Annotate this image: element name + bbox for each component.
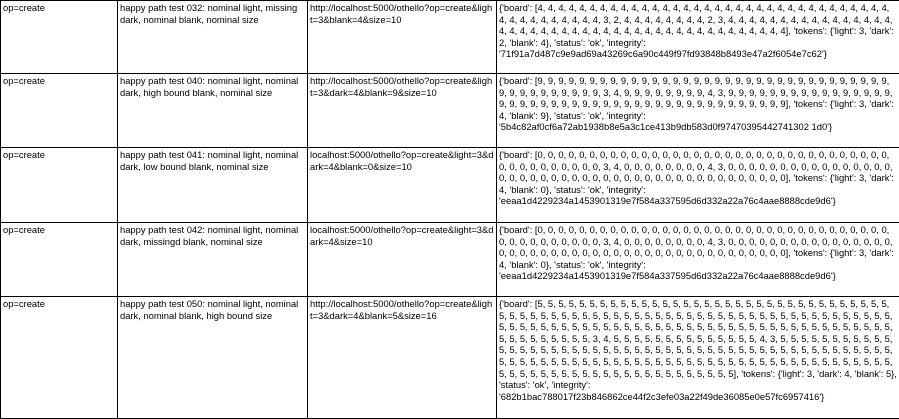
url-cell: localhost:5000/othello?op=create&light=3&dark=4&size=10 xyxy=(308,223,497,297)
url-cell: http://localhost:5000/othello?op=create&light=3&dark=4&blank=9&size=10 xyxy=(308,74,497,148)
op-cell: op=create xyxy=(1,148,118,223)
description-cell: happy path test 050: nominal light, nominal dark, nominal blank, high bound size xyxy=(118,297,308,419)
table-row xyxy=(1,1,899,74)
description-cell: happy path test 041: nominal light, nominal dark, low bound blank, nominal size xyxy=(118,148,308,223)
result-cell: {'board': [0, 0, 0, 0, 0, 0, 0, 0, 0, 0, 0, 0, 0, 0, 0, 0, 0, 0, 0, 0, 0, 0, 0, 0, 0, 0, 0, 0, 0, 0, 0, 0, 0, 0, 0, 0, 0, 0, 0, 0, 0, 0, 0, 0, 3, 4, 0, 0, 0, 0, 0, 0, 0, 0, 4, 3, 0, 0, 0, 0, 0, 0, 0, 0, 0, 0, 0, 0, 0, 0, 0, 0, 0, 0, 0, 0, 0, 0, 0, 0, 0, 0, 0, 0, 0, 0, 0, 0, 0, 0, 0, 0, 0, 0, 0, 0, 0, 0, 0, 0], 'tokens': {'light': 3, 'dark': 4, 'blank': 0}, 'status': 'ok', 'integrity': 'eeaa1d4229234a1453901319e7f584a337595d6d332a22a76c4aae8888cde9d6'} xyxy=(497,223,899,297)
result-cell: {'board': [9, 9, 9, 9, 9, 9, 9, 9, 9, 9, 9, 9, 9, 9, 9, 9, 9, 9, 9, 9, 9, 9, 9, 9, 9, 9, 9, 9, 9, 9, 9, 9, 9, 9, 9, 9, 9, 9, 9, 9, 9, 9, 9, 9, 3, 4, 9, 9, 9, 9, 9, 9, 9, 9, 4, 3, 9, 9, 9, 9, 9, 9, 9, 9, 9, 9, 9, 9, 9, 9, 9, 9, 9, 9, 9, 9, 9, 9, 9, 9, 9, 9, 9, 9, 9, 9, 9, 9, 9, 9, 9, 9, 9, 9, 9, 9, 9, 9, 9, 9], 'tokens': {'light': 3, 'dark': 4, 'blank': 9}, 'status': 'ok', 'integrity': '5b4c82af0cf6a72ab1938b8e5a3c1ce413b9db583d0f97470395442741302 1d0'} xyxy=(497,74,899,148)
result-cell: {'board': [5, 5, 5, 5, 5, 5, 5, 5, 5, 5, 5, 5, 5, 5, 5, 5, 5, 5, 5, 5, 5, 5, 5, 5, 5, 5, 5, 5, 5, 5, 5, 5, 5, 5, 5, 5, 5, 5, 5, 5, 5, 5, 5, 5, 5, 5, 5, 5, 5, 5, 5, 5, 5, 5, 5, 5, 5, 5, 5, 5, 5, 5, 5, 5, 5, 5, 5, 5, 5, 5, 5, 5, 5, 5, 5, 5, 5, 5, 5, 5, 5, 5, 5, 5, 5, 5, 5, 5, 5, 5, 5, 5, 5, 5, 5, 5, 5, 5, 5, 5, 5, 5, 5, 5, 5, 5, 5, 5, 5, 5, 5, 5, 5, 5, 5, 5, 5, 5, 5, 3, 4, 5, 5, 5, 5, 5, 5, 5, 5, 5, 5, 5, 5, 5, 5, 4, 3, 5, 5, 5, 5, 5, 5, 5, 5, 5, 5, 5, 5, 5, 5, 5, 5, 5, 5, 5, 5, 5, 5, 5, 5, 5, 5, 5, 5, 5, 5, 5, 5, 5, 5, 5, 5, 5, 5, 5, 5, 5, 5, 5, 5, 5, 5, 5, 5, 5, 5, 5, 5, 5, 5, 5, 5, 5, 5, 5, 5, 5, 5, 5, 5, 5, 5, 5, 5, 5, 5, 5, 5, 5, 5, 5, 5, 5, 5, 5, 5, 5, 5, 5, 5, 5, 5, 5, 5, 5, 5, 5, 5, 5, 5, 5, 5, 5, 5, 5, 5, 5, 5, 5, 5, 5, 5, 5, 5, 5, 5], 'tokens': {'light': 3, 'dark': 4, 'blank': 5}, 'status': 'ok', 'integrity': '682b1bac788017f23b846862ce44f2c3efe03a22f49de36085e0e57fc6957416'} xyxy=(497,297,899,419)
url-cell: http://localhost:5000/othello?op=create&light=3&blank=4&size=10 xyxy=(308,1,497,74)
url-cell: localhost:5000/othello?op=create&light=3&dark=4&blank=0&size=10 xyxy=(308,148,497,223)
table-row xyxy=(1,223,899,297)
op-cell: op=create xyxy=(1,1,118,74)
result-cell: {'board': [0, 0, 0, 0, 0, 0, 0, 0, 0, 0, 0, 0, 0, 0, 0, 0, 0, 0, 0, 0, 0, 0, 0, 0, 0, 0, 0, 0, 0, 0, 0, 0, 0, 0, 0, 0, 0, 0, 0, 0, 0, 0, 0, 0, 3, 4, 0, 0, 0, 0, 0, 0, 0, 0, 4, 3, 0, 0, 0, 0, 0, 0, 0, 0, 0, 0, 0, 0, 0, 0, 0, 0, 0, 0, 0, 0, 0, 0, 0, 0, 0, 0, 0, 0, 0, 0, 0, 0, 0, 0, 0, 0, 0, 0, 0, 0, 0, 0, 0, 0], 'tokens': {'light': 3, 'dark': 4, 'blank': 0}, 'status': 'ok', 'integrity': 'eeaa1d4229234a1453901319e7f584a337595d6d332a22a76c4aae8888cde9d6'} xyxy=(497,148,899,223)
description-cell: happy path test 042: nominal light, nominal dark, missingd blank, nominal size xyxy=(118,223,308,297)
url-cell: http://localhost:5000/othello?op=create&light=3&dark=4&blank=5&size=16 xyxy=(308,297,497,419)
table-row xyxy=(1,297,899,419)
table-row xyxy=(1,148,899,223)
description-cell: happy path test 040: nominal light, nominal dark, high bound blank, nominal size xyxy=(118,74,308,148)
result-cell: {'board': [4, 4, 4, 4, 4, 4, 4, 4, 4, 4, 4, 4, 4, 4, 4, 4, 4, 4, 4, 4, 4, 4, 4, 4, 4, 4, 4, 4, 4, 4, 4, 4, 4, 4, 4, 4, 4, 4, 4, 4, 4, 4, 4, 4, 3, 2, 4, 4, 4, 4, 4, 4, 4, 4, 2, 3, 4, 4, 4, 4, 4, 4, 4, 4, 4, 4, 4, 4, 4, 4, 4, 4, 4, 4, 4, 4, 4, 4, 4, 4, 4, 4, 4, 4, 4, 4, 4, 4, 4, 4, 4, 4, 4, 4, 4, 4, 4, 4, 4, 4], 'tokens': {'light': 3, 'dark': 2, 'blank': 4}, 'status': 'ok', 'integrity': '71f91a7d487c9e9ad69a43269c6a90c449f97fd93848b8493e47a2f6054e7c62'} xyxy=(497,1,899,74)
table-row xyxy=(1,74,899,148)
op-cell: op=create xyxy=(1,297,118,419)
op-cell: op=create xyxy=(1,74,118,148)
op-cell: op=create xyxy=(1,223,118,297)
description-cell: happy path test 032: nominal light, missing dark, nominal blank, nominal size xyxy=(118,1,308,74)
